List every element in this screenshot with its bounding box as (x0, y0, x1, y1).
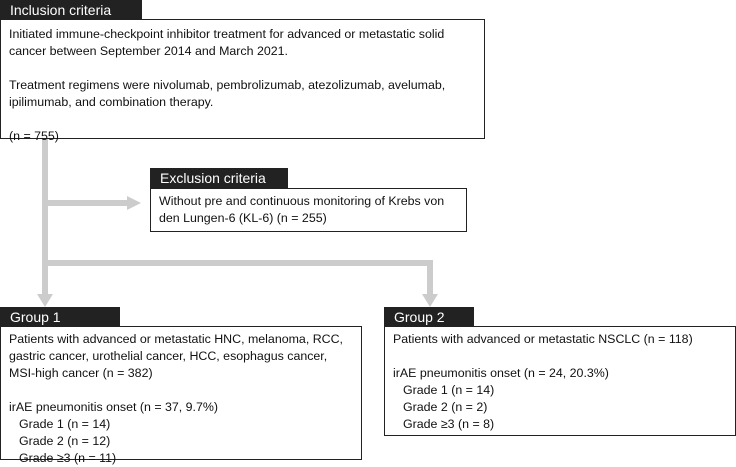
group1-grade-2: Grade 2 (n = 12) (19, 434, 111, 448)
inclusion-criteria-header: Inclusion criteria (0, 0, 142, 20)
group2-onset: irAE pneumonitis onset (n = 24, 20.3%) (393, 366, 609, 380)
inclusion-count: (n = 755) (9, 129, 59, 143)
group2-grade-3plus: Grade ≥3 (n = 8) (403, 417, 495, 431)
group1-box (0, 326, 362, 465)
group2-arrowhead (422, 294, 438, 307)
group2-grade-2: Grade 2 (n = 2) (403, 400, 488, 414)
group1-grade-1: Grade 1 (n = 14) (19, 417, 111, 431)
group2-header: Group 2 (384, 307, 474, 327)
group2-patients: Patients with advanced or metastatic NSCLC (n = 118) (393, 332, 693, 346)
exclusion-arrowhead (127, 196, 141, 210)
inclusion-criteria-box (0, 19, 485, 143)
inclusion-line-1: Initiated immune-checkpoint inhibitor treatment for advanced or metastatic solid cancer between September 2014 and March 2021. (9, 27, 445, 58)
exclusion-criteria-box (150, 188, 467, 232)
group2-box (384, 326, 736, 436)
group1-arrowhead (37, 294, 53, 307)
group1-patients: Patients with advanced or metastatic HNC, melanoma, RCC, gastric cancer, urothelial cancer, HCC, esophagus cancer, MSI-high cancer (n = 382) (9, 332, 343, 380)
group1-grade-3plus: Grade ≥3 (n = 11) (19, 451, 117, 465)
exclusion-criteria-header: Exclusion criteria (150, 168, 288, 188)
exclusion-text: Without pre and continuous monitoring of Krebs von den Lungen-6 (KL-6) (n = 255) (159, 194, 445, 225)
group1-header: Group 1 (0, 307, 120, 327)
inclusion-line-2: Treatment regimens were nivolumab, pembrolizumab, atezolizumab, avelumab, ipilimumab, and combination therapy. (9, 78, 446, 109)
group1-onset: irAE pneumonitis onset (n = 37, 9.7%) (9, 400, 219, 414)
group2-grade-1: Grade 1 (n = 14) (403, 383, 495, 397)
